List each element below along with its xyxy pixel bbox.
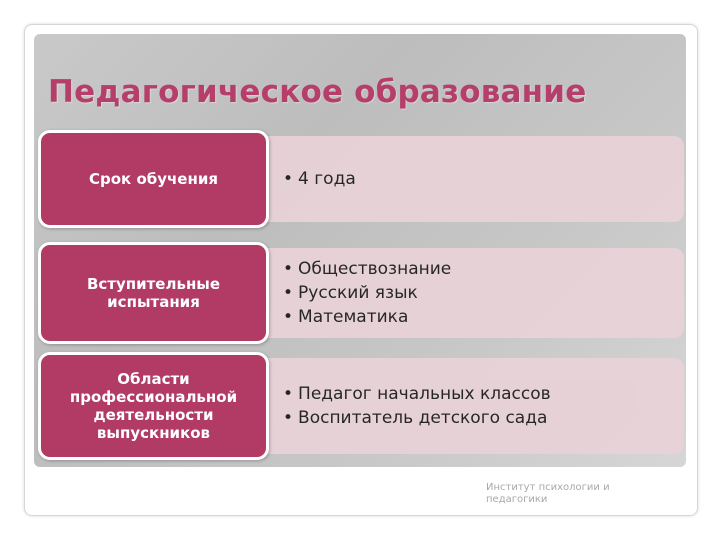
bullet-item: • Математика: [283, 305, 684, 329]
row-content: [253, 248, 684, 338]
row-content: [253, 136, 684, 222]
bullet-item: • Педагог начальных классов: [283, 382, 684, 406]
bullet-item: • Обществознание: [283, 257, 684, 281]
row-label-box: [38, 130, 269, 228]
footer-institute: Институт психологии и педагогики: [486, 482, 610, 505]
row-label-box: [38, 352, 269, 460]
bullet-item: • 4 года: [283, 167, 684, 191]
row-label: Области профессиональной деятельности выпускников: [69, 370, 238, 442]
bullet-item: • Русский язык: [283, 281, 684, 305]
row-study-duration: [38, 130, 684, 228]
row-content: [253, 358, 684, 454]
row-entrance-exams: [38, 242, 684, 344]
row-professional-areas: [38, 352, 684, 460]
row-label-box: [38, 242, 269, 344]
row-label: Срок обучения: [89, 170, 218, 188]
row-label: Вступительные испытания: [86, 275, 221, 311]
slide-title: Педагогическое образование: [48, 74, 587, 110]
bullet-item: • Воспитатель детского сада: [283, 406, 684, 430]
